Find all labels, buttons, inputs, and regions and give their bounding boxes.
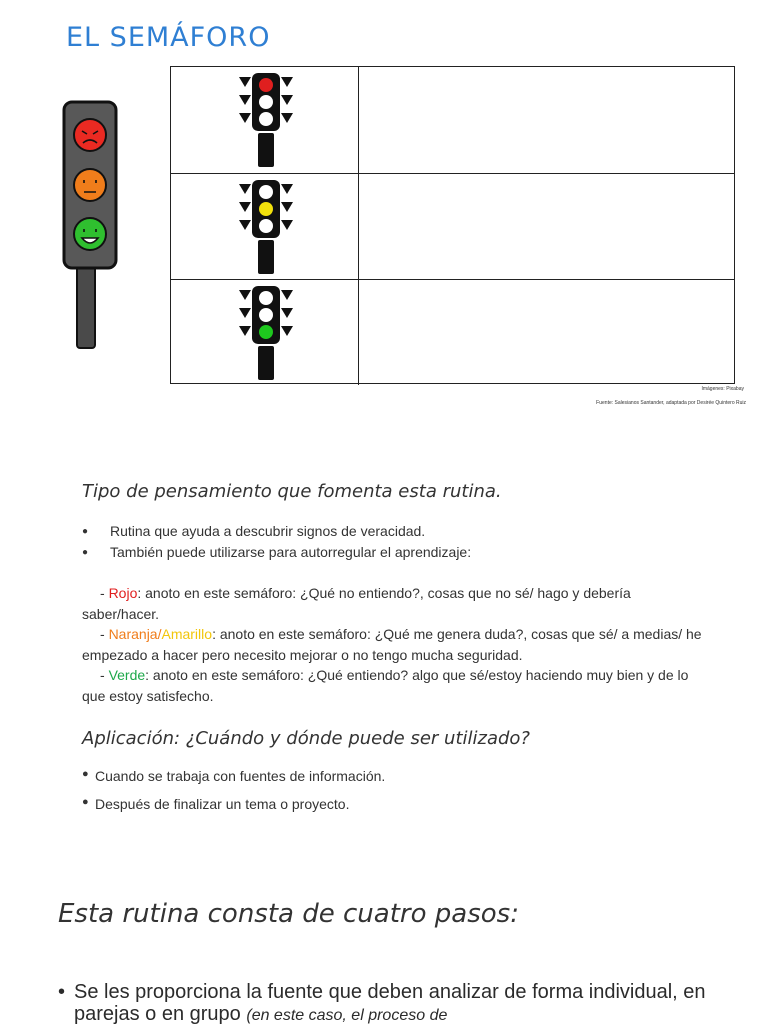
green-label: Verde [108, 667, 146, 683]
thinking-bullet-list [82, 521, 471, 563]
green-prefix: - [100, 667, 109, 683]
steps-heading: Esta rutina consta de cuatro pasos: [58, 899, 519, 929]
table-cell-icon [171, 174, 359, 279]
step-text-block [74, 981, 738, 1027]
traffic-light-table [170, 66, 735, 384]
green-traffic-light-icon [238, 286, 294, 380]
orange-separator: / [157, 626, 162, 642]
red-traffic-light-icon [238, 73, 294, 167]
list-item: ● Cuando se trabaja con fuentes de información. [82, 768, 385, 796]
orange-text: : anoto en este semáforo: ¿Qué me genera duda?, cosas que sé/ a medias/ he empezado a hacer pero necesito mejorar o no tengo mucha seguridad. [82, 626, 702, 663]
thinking-heading: Tipo de pensamiento que fomenta esta rutina. [82, 481, 502, 502]
orange-label: Naranja [108, 626, 158, 642]
table-cell-note[interactable] [359, 280, 734, 385]
red-text: : anoto en este semáforo: ¿Qué no entiendo?, cosas que no sé/ hago y debería saber/hacer. [82, 585, 631, 622]
list-item: ● Rutina que ayuda a descubrir signos de veracidad. [82, 521, 471, 542]
red-light-description [82, 583, 702, 625]
step-note: (en este caso, el proceso de [246, 1007, 448, 1024]
table-cell-note[interactable] [359, 67, 734, 173]
green-light-description [82, 665, 702, 707]
orange-light-description [82, 624, 702, 666]
page-title: EL SEMÁFORO [66, 22, 271, 53]
orange-prefix: - [100, 626, 109, 642]
application-heading: Aplicación: ¿Cuándo y dónde puede ser utilizado? [82, 728, 530, 749]
table-cell-icon [171, 67, 359, 173]
step-list-item [58, 981, 738, 1027]
table-row [171, 173, 734, 279]
list-item: ● Después de finalizar un tema o proyecto. [82, 796, 385, 824]
table-cell-note[interactable] [359, 174, 734, 279]
red-label: Rojo [108, 585, 138, 601]
yellow-label: Amarillo [161, 626, 213, 642]
table-row [171, 67, 734, 173]
list-item: ● También puede utilizarse para autorregular el aprendizaje: [82, 542, 471, 563]
bullet-icon: • [58, 981, 66, 1003]
green-text: : anoto en este semáforo: ¿Qué entiendo? algo que sé/estoy haciendo muy bien y de lo que estoy satisfecho. [82, 667, 689, 704]
application-bullet-list [82, 768, 385, 824]
cartoon-traffic-light-icon [62, 100, 118, 350]
yellow-traffic-light-icon [238, 180, 294, 274]
image-credit: Imágenes: Pixabay [701, 386, 744, 392]
table-row [171, 279, 734, 385]
source-credit: Fuente: Salesianos Santander, adaptada por Desirée Quintero Ruiz [596, 400, 746, 406]
step-text: Se les proporciona la fuente que deben analizar de forma individual, en parejas o en grupo [74, 981, 706, 1025]
table-cell-icon [171, 280, 359, 385]
red-prefix: - [100, 585, 109, 601]
